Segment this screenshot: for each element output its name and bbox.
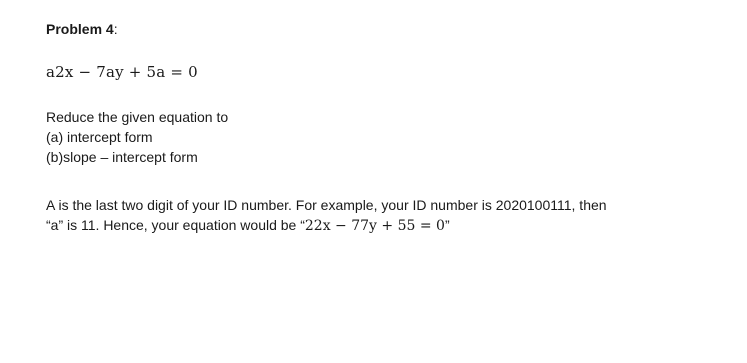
- id-note-line-2-close-quote: ”: [444, 217, 450, 233]
- problem-label: Problem 4: [46, 21, 114, 37]
- id-note-line-1: A is the last two digit of your ID number. For example, your ID number is 2020100111, then: [46, 197, 607, 213]
- instructions: [46, 107, 228, 167]
- given-equation: a2x − 7ay + 5a = 0: [46, 63, 198, 81]
- problem-colon: :: [113, 21, 118, 37]
- id-note-line-2: [46, 215, 736, 236]
- instruction-item-a: (a) intercept form: [46, 129, 153, 145]
- problem-heading: [46, 20, 118, 38]
- instructions-intro: Reduce the given equation to: [46, 109, 229, 125]
- instruction-item-b: (b)slope – intercept form: [46, 149, 198, 165]
- id-note: [46, 195, 736, 236]
- id-note-line-2-text: “a” is 11. Hence, your equation would be “: [46, 217, 305, 233]
- example-equation: 22x − 77y + 55 = 0: [304, 218, 445, 234]
